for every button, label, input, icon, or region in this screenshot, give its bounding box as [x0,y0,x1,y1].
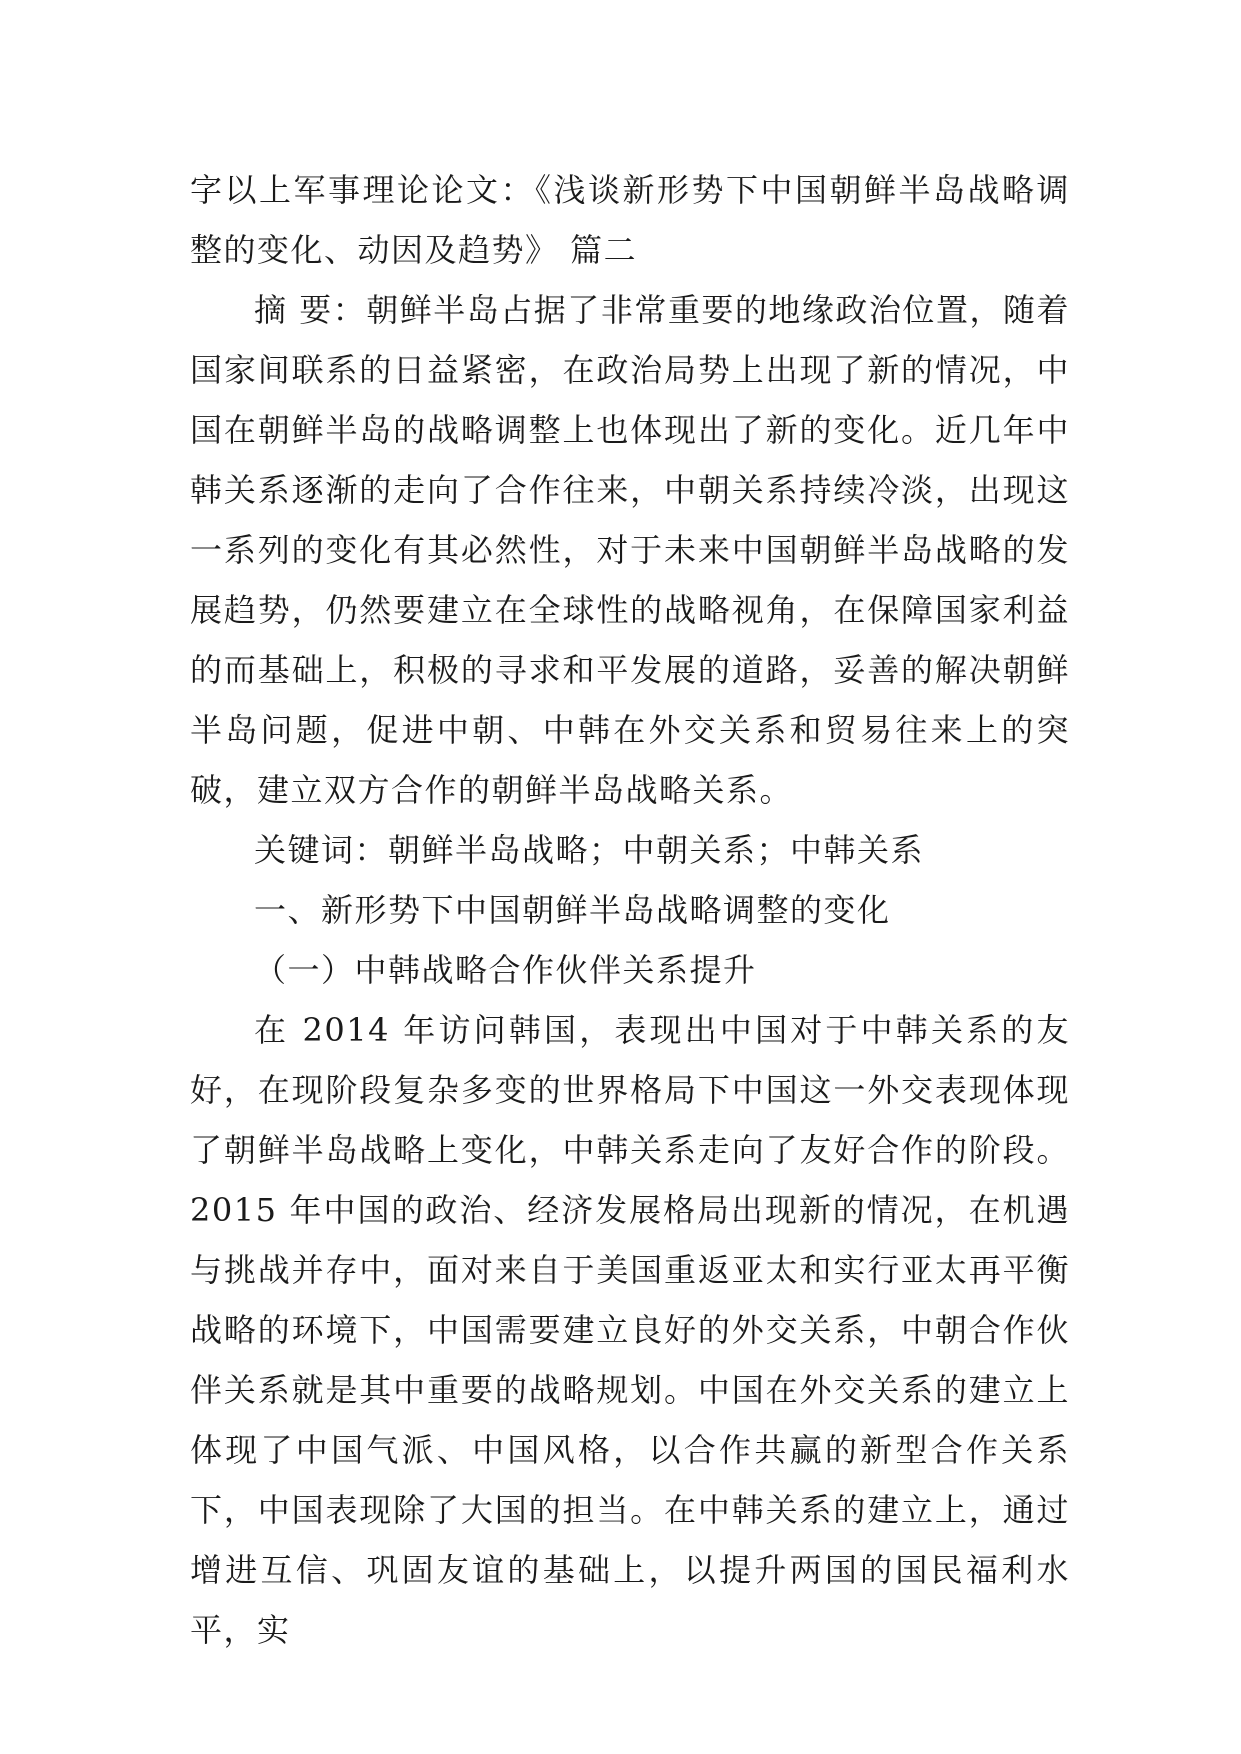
abstract-paragraph: 摘 要：朝鲜半岛占据了非常重要的地缘政治位置，随着国家间联系的日益紧密，在政治局势上出现了新的情况，中国在朝鲜半岛的战略调整上也体现出了新的变化。近几年中韩关系逐渐的走向了合作往来，中朝关系持续冷淡，出现这一系列的变化有其必然性，对于未来中国朝鲜半岛战略的发展趋势，仍然要建立在全球性的战略视角，在保障国家利益的而基础上，积极的寻求和平发展的道路，妥善的解决朝鲜半岛问题，促进中朝、中韩在外交关系和贸易往来上的突破，建立双方合作的朝鲜半岛战略关系。 [190,291,1070,809]
body-paragraph: 在 2014 年访问韩国，表现出中国对于中韩关系的友好，在现阶段复杂多变的世界格局下中国这一外交表现体现了朝鲜半岛战略上变化，中韩关系走向了友好合作的阶段。2015 年中国的政治、经济发展格局出现新的情况，在机遇与挑战并存中，面对来自于美国重返亚太和实行亚太再平衡战略的环境下，中国需要建立良好的外交关系，中朝合作伙伴关系就是其中重要的战略规划。中国在外交关系的建立上体现了中国气派、中国风格，以合作共赢的新型合作关系下，中国表现除了大国的担当。在中韩关系的建立上，通过增进互信、巩固友谊的基础上，以提升两国的国民福利水平，实 [190,1011,1070,1649]
subsection-heading: （一）中韩战略合作伙伴关系提升 [254,951,757,989]
section-heading: 一、新形势下中国朝鲜半岛战略调整的变化 [254,891,891,929]
keywords-line: 关键词：朝鲜半岛战略；中朝关系；中韩关系 [254,831,925,869]
document-title: 字以上军事理论论文：《浅谈新形势下中国朝鲜半岛战略调整的变化、动因及趋势》 篇二 [190,171,1070,269]
document-body [190,160,1070,1660]
